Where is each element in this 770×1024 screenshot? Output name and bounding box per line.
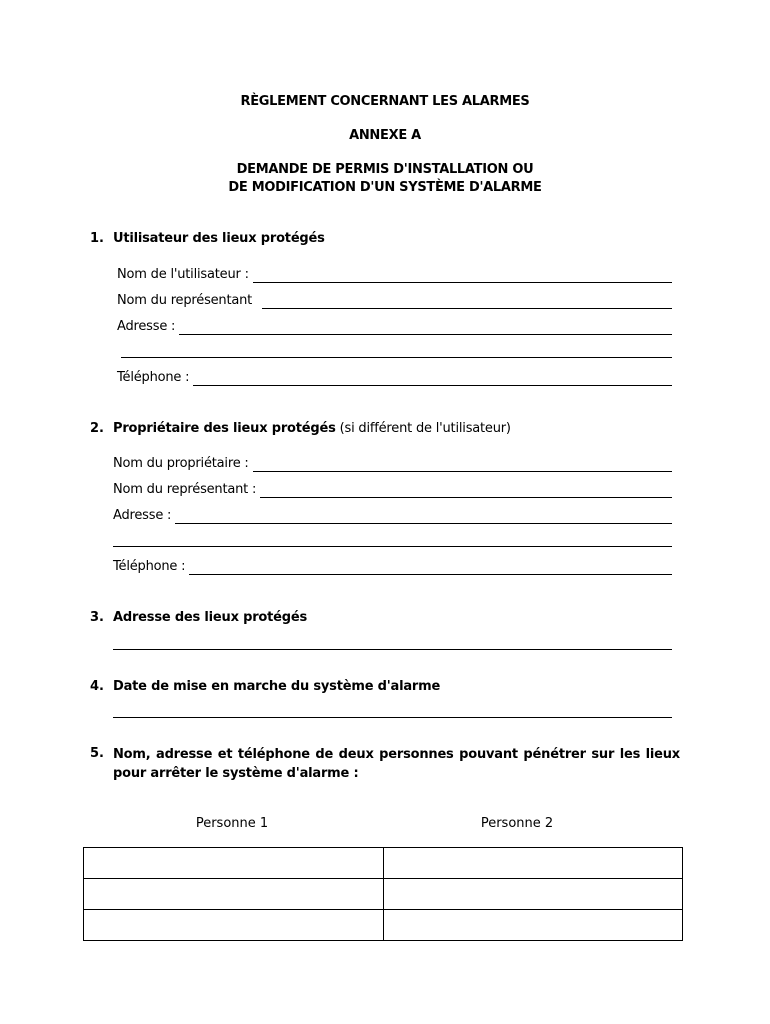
user-representative-field[interactable] xyxy=(262,294,672,309)
person-1-name-cell[interactable] xyxy=(84,848,384,879)
user-name-label: Nom de l'utilisateur : xyxy=(117,267,249,282)
owner-name-field[interactable] xyxy=(253,457,672,472)
annex-title: ANNEXE A xyxy=(349,128,421,143)
person-1-address-cell[interactable] xyxy=(84,879,384,910)
user-address-row xyxy=(117,317,672,335)
owner-name-label: Nom du propriétaire : xyxy=(113,456,249,471)
owner-representative-label: Nom du représentant : xyxy=(113,482,257,497)
section-4-number: 4. xyxy=(90,679,104,694)
user-name-row xyxy=(117,265,672,283)
user-phone-label: Téléphone : xyxy=(117,370,190,385)
section-4-title-text: Date de mise en marche du système d'alarme xyxy=(113,679,441,694)
table-row xyxy=(84,848,683,879)
user-phone-row xyxy=(117,368,672,386)
person-2-phone-cell[interactable] xyxy=(383,910,683,941)
owner-address-label: Adresse : xyxy=(113,508,172,523)
person-2-heading: Personne 2 xyxy=(480,816,554,831)
owner-phone-row xyxy=(113,557,672,575)
section-3-number: 3. xyxy=(90,610,104,625)
owner-address-field[interactable] xyxy=(175,509,672,524)
section-2-number: 2. xyxy=(90,421,104,436)
section-1-title xyxy=(113,231,325,246)
owner-representative-field[interactable] xyxy=(260,483,672,498)
section-5-text: Nom, adresse et téléphone de deux personnes pouvant pénétrer sur les lieux pour arrêter le système d'alarme : xyxy=(113,747,680,781)
user-address-line2-field[interactable] xyxy=(121,357,672,358)
section-2-note: (si différent de l'utilisateur) xyxy=(339,421,511,436)
section-2-title xyxy=(113,421,511,436)
user-address-field[interactable] xyxy=(179,320,672,335)
table-row xyxy=(84,910,683,941)
owner-phone-field[interactable] xyxy=(189,560,672,575)
person-2-name-cell[interactable] xyxy=(383,848,683,879)
section-3-title xyxy=(113,610,307,625)
user-representative-label: Nom du représentant xyxy=(117,293,253,308)
user-representative-row xyxy=(117,291,672,309)
owner-name-row xyxy=(113,454,672,472)
request-title-line2: DE MODIFICATION D'UN SYSTÈME D'ALARME xyxy=(228,180,542,195)
table-row xyxy=(84,879,683,910)
section-4-title xyxy=(113,679,440,694)
activation-date-field[interactable] xyxy=(113,717,672,718)
regulation-title: RÈGLEMENT CONCERNANT LES ALARMES xyxy=(240,94,530,109)
owner-representative-row xyxy=(113,480,672,498)
section-2-title-text: Propriétaire des lieux protégés xyxy=(113,421,336,436)
section-1-number: 1. xyxy=(90,231,104,246)
protected-address-field[interactable] xyxy=(113,649,672,650)
owner-address-row xyxy=(113,506,672,524)
user-phone-field[interactable] xyxy=(193,371,672,386)
owner-phone-label: Téléphone : xyxy=(113,559,186,574)
person-1-heading: Personne 1 xyxy=(195,816,269,831)
person-2-address-cell[interactable] xyxy=(383,879,683,910)
request-title-line1: DEMANDE DE PERMIS D'INSTALLATION OU xyxy=(236,162,534,177)
section-5-number: 5. xyxy=(90,746,104,761)
user-address-label: Adresse : xyxy=(117,319,176,334)
owner-address-line2-field[interactable] xyxy=(113,546,672,547)
person-1-phone-cell[interactable] xyxy=(84,910,384,941)
section-3-title-text: Adresse des lieux protégés xyxy=(113,610,308,625)
user-name-field[interactable] xyxy=(253,268,672,283)
contact-persons-table xyxy=(83,847,683,941)
section-1-title-text: Utilisateur des lieux protégés xyxy=(113,231,325,246)
